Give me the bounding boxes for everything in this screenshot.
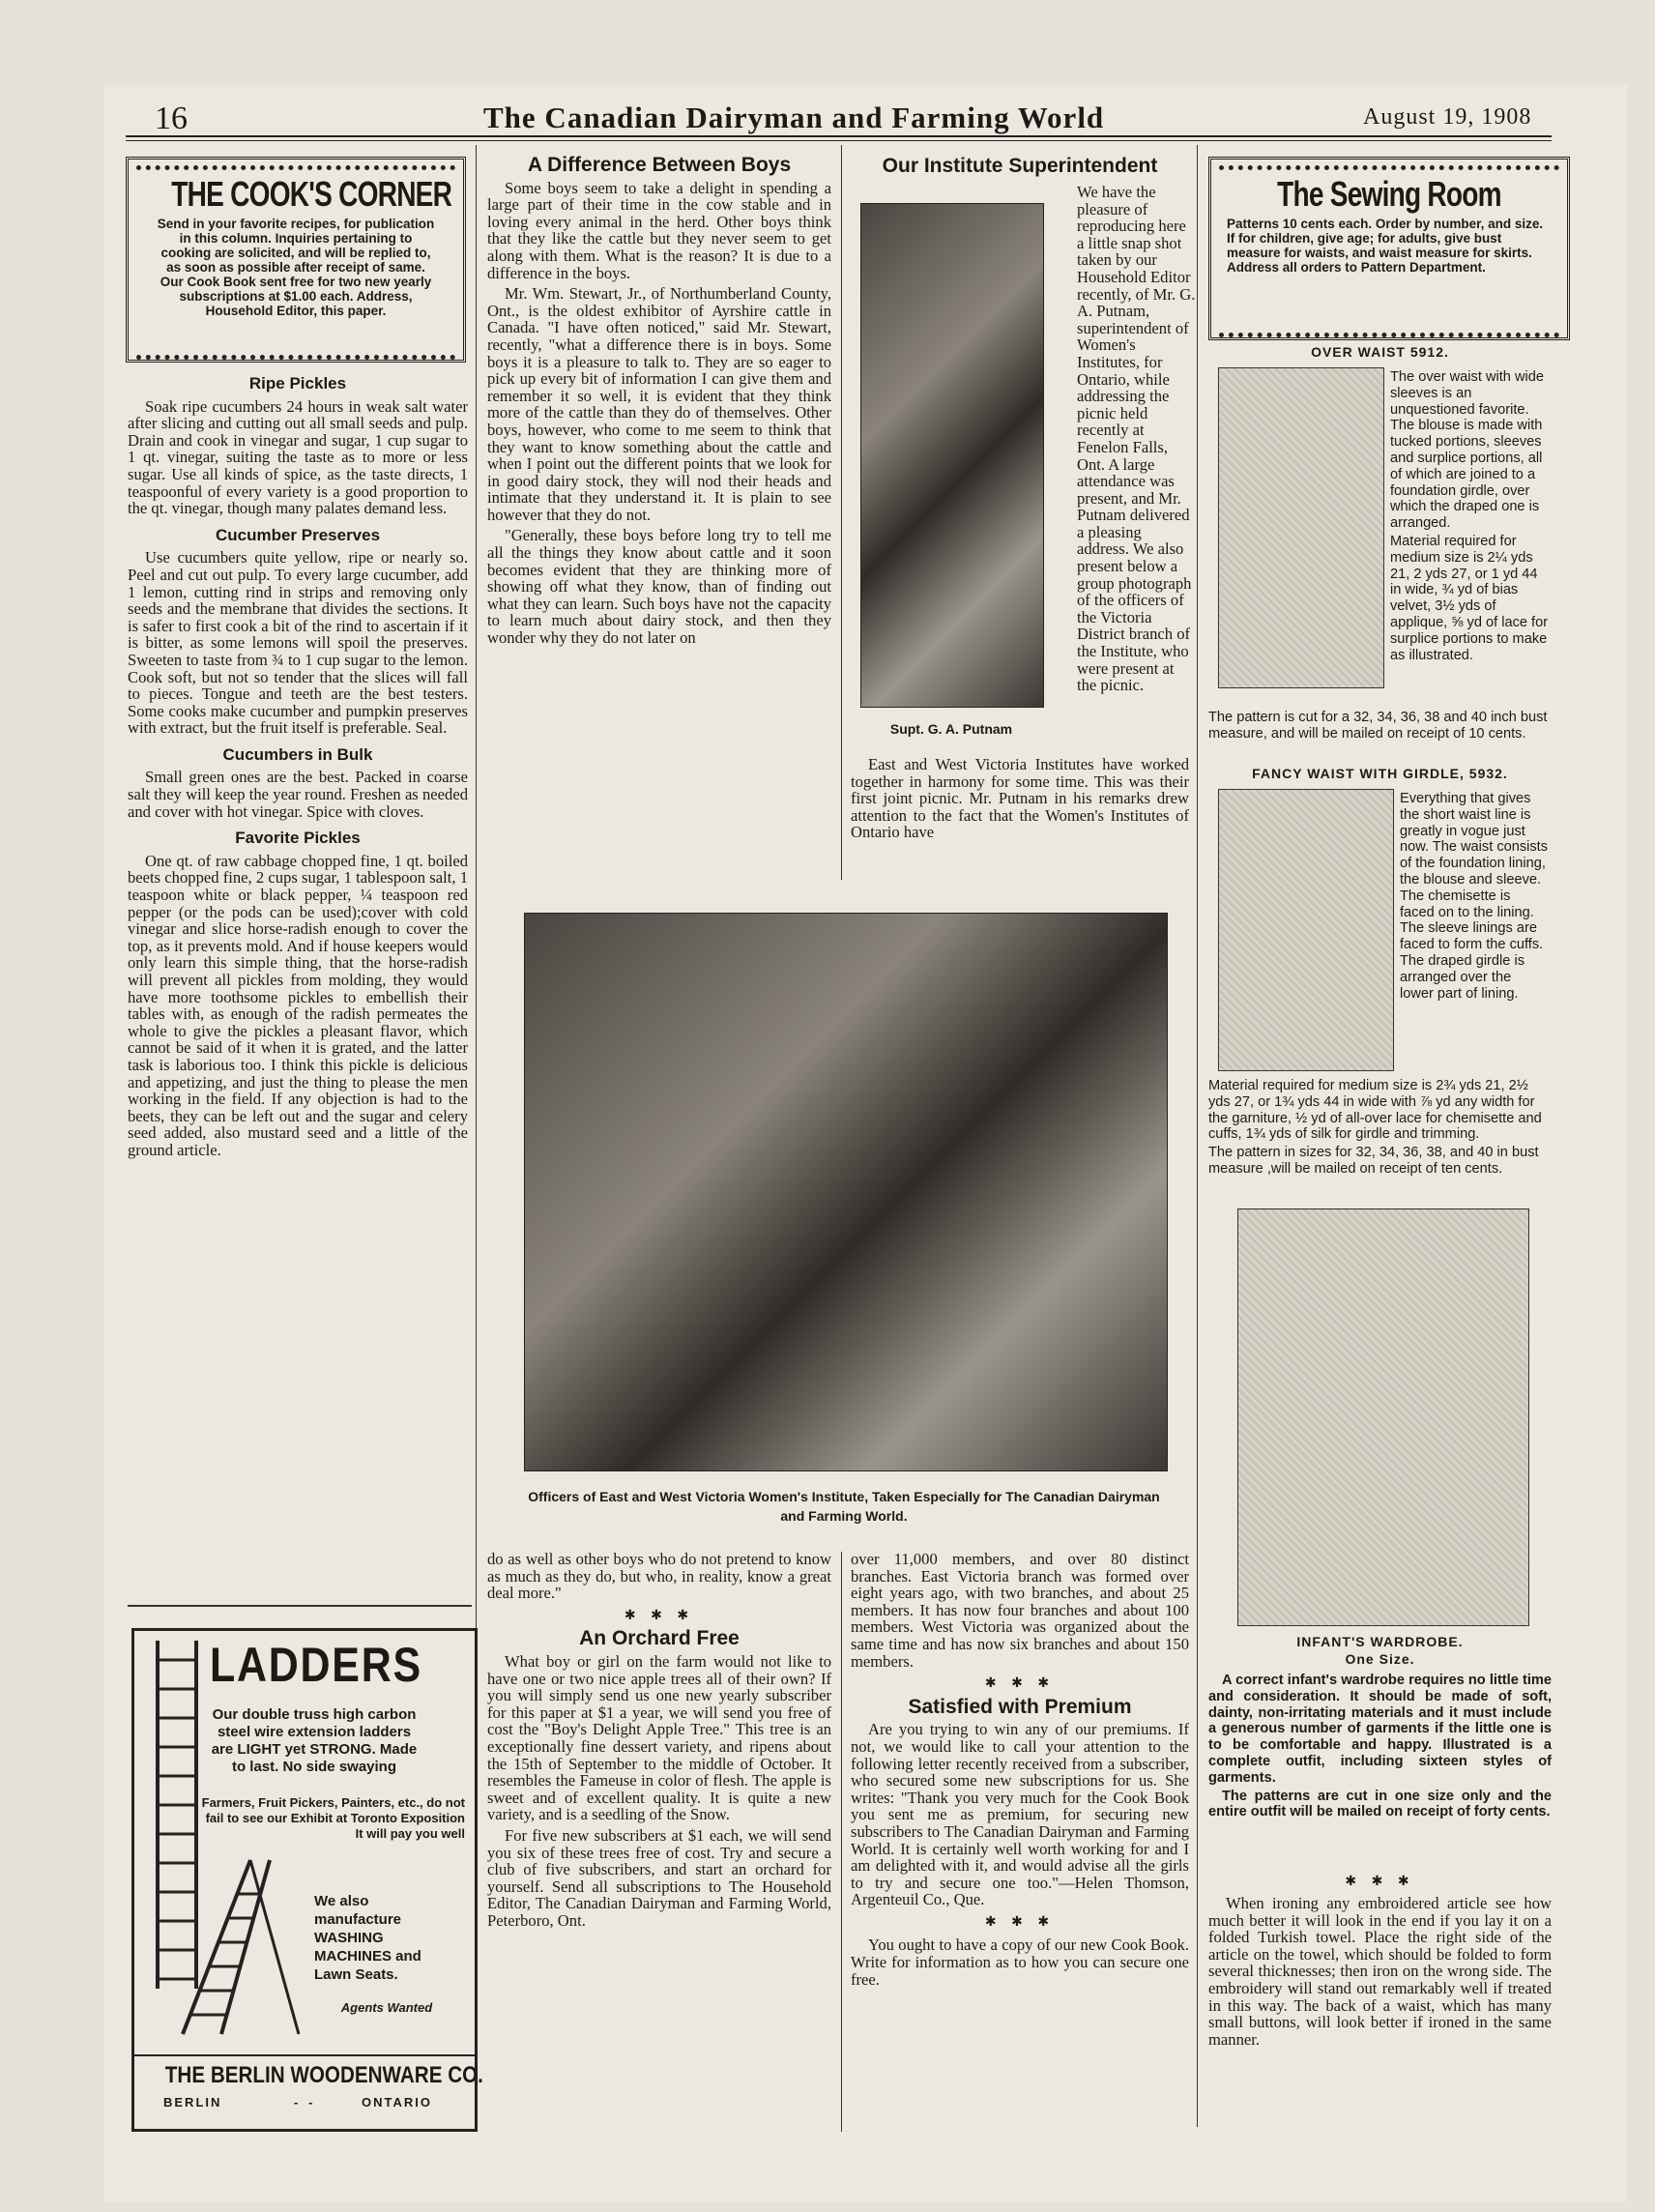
- over-waist-materials: Material required for medium size is 2¼ yds 21, 2 yds 27, or 1 yd 44 in wide, ¾ yd of bias velvet, 3½ yds of applique, ⅝ yd of lace for surplice portions to make as illustrated.: [1390, 533, 1549, 663]
- section-divider: [128, 1605, 472, 1607]
- column-rule-2: [841, 145, 842, 880]
- fancy-waist-illustration: [1218, 789, 1394, 1071]
- group-photo-caption: Officers of East and West Victoria Women's Institute, Taken Especially for The Canadian Dairyman and Farming World.: [528, 1489, 1160, 1524]
- ladders-also: We also manufacture WASHING MACHINES and Lawn Seats.: [314, 1893, 421, 1983]
- ladders-company: THE BERLIN WOODENWARE CO.: [164, 2062, 483, 2088]
- article-paragraph: For five new subscribers at $1 each, we will send you six of these trees free of cost. Try and secure a club of five subscribers, and start an orchard for yourself. Send all subscriptions to The Household Editor, The Canadian Dairyman and Farming World, Peterboro, Ont.: [487, 1825, 831, 1930]
- cooks-corner-column: [128, 365, 468, 1163]
- ladders-agents: Agents Wanted: [340, 2000, 433, 2015]
- putnam-caption: Supt. G. A. Putnam: [889, 721, 1013, 737]
- putnam-photo: [860, 203, 1044, 708]
- fancy-waist-description: Everything that gives the short waist line is greatly in vogue just now. The waist consists of the foundation lining, the blouse and sleeve. The chemisette is faced on to the lining. The sleeve linings are faced to form the cuffs. The draped girdle is arranged over the lower part of lining.: [1400, 791, 1549, 1002]
- infant-wardrobe-illustration: [1237, 1208, 1529, 1626]
- over-waist-description: The over waist with wide sleeves is an unquestioned favorite. The blouse is made with tucked portions, sleeves and surplice portions, all of which are joined to a foundation girdle, over which the draped one is arranged.: [1390, 369, 1544, 532]
- infant-description: A correct infant's wardrobe requires no little time and consideration. It should be made of soft, dainty, non-irritating materials and it must include a generous number of garments if the little one is to be comfortable and happy. Illustrated is a complete outfit, including sixteen styles of garments.: [1208, 1673, 1552, 1786]
- column-rule-3: [1197, 145, 1198, 2127]
- ladders-dash: - -: [294, 2095, 313, 2110]
- ladders-province: ONTARIO: [362, 2095, 432, 2110]
- article-paragraph: Mr. Wm. Stewart, Jr., of Northumberland County, Ont., is the oldest exhibitor of Ayrshire cattle in Canada. "I have often noticed," said Mr. Stewart, recently, "what a difference there is in boys. Some boys it is a pleasure to talk to. They are so eager to pick up every bit of information I can give them and remember it so well, it is evident that they think more of the cattle than they do of themselves. Other boys, however, who come to me seem to think that they want to know something about the cattle and when I point out the different points that we look for in good dairy stock, they will nod their heads and intimate that they understand it. It is plain to see however that they do not.: [487, 284, 831, 524]
- header-rule: [126, 135, 1552, 137]
- page-number: 16: [155, 101, 188, 136]
- fancy-waist-text: [1400, 791, 1549, 1002]
- cooks-corner-title: THE COOK'S CORNER: [171, 174, 452, 214]
- sewing-room-intro: Patterns 10 cents each. Order by number, and size. If for children, give age; for adults, give bust measure for waists, and waist measure for skirts. Address all orders to Pattern Department.: [1227, 217, 1544, 275]
- recipe-text: One qt. of raw cabbage chopped fine, 1 qt. boiled beets chopped fine, 2 cups sugar, 1 tablespoon salt, 1 teaspoon white or black pepper, ¼ teaspoon red pepper (or the pods can be used);cover with cold vinegar and slice horse-radish enough to cover the top, as it prevents mold. And if house keepers would only learn this simple thing, that the horse-radish will prevent all pickles from molding, they would have more toothsome pickles to embellish their tables with, as enough of the radish permeates the whole to give the pickles a pleasant flavor, which cannot be said of it when it is grated, and the latter task is laborious too. I think this pickle is delicious and appetizing, and just the thing to please the men working in the field. If any objection is had to the beets, they can be left out and the sugar and celery seed added, also mustard seed and a little of the ground article.: [128, 851, 468, 1159]
- section-stars: ✱ ✱ ✱: [624, 1608, 695, 1623]
- article-paragraph: East and West Victoria Institutes have worked together in harmony for some time. This was their first joint picnic. Mr. Putnam in his remarks drew attention to the fact that the Women's Institutes of Ontario have: [851, 755, 1189, 842]
- over-waist-heading: OVER WAIST 5912.: [1311, 344, 1449, 360]
- article-continued: do as well as other boys who do not pretend to know as much as they do, but who, in reality, know a great deal more.": [487, 1550, 831, 1603]
- premium-column: [851, 1551, 1189, 1992]
- issue-date: August 19, 1908: [1363, 104, 1532, 130]
- orchard-title: An Orchard Free: [579, 1627, 740, 1650]
- column-rule-2b: [841, 1552, 842, 2132]
- difference-title: A Difference Between Boys: [527, 154, 792, 176]
- cooks-corner-intro: Send in your favorite recipes, for publication in this column. Inquiries pertaining to cooking are solicited, and will be replied to, as soon as possible after receipt of same. Our Cook Book sent free for two new yearly subscriptions at $1.00 each. Address, Household Editor, this paper.: [157, 217, 435, 318]
- section-stars: ✱ ✱ ✱: [1345, 1875, 1415, 1889]
- ironing-text: When ironing any embroidered article see how much better it will look in the end if you lay it on a folded Turkish towel. Place the right side of the article on the towel, which should be folded to form several thicknesses; then iron on the wrong side. The embroidery will stand out remarkably well if treated in this way. The back of a waist, which has many small buttons, will look better if ironed in the same manner.: [1208, 1894, 1552, 2049]
- article-paragraph: Are you trying to win any of our premiums. If not, we would like to call your attention to the following letter recently received from a subscriber, who secured some new subscriptions for us. She writes: "Thank you very much for the Cook Book you sent me as premium, for securing new subscribers to The Canadian Dairyman and Farming World. It is certainly well worth working for and I am delighted with it, and would advise all the girls to try and secure one too."—Helen Thomson, Argenteuil Co., Que.: [851, 1720, 1189, 1909]
- fancy-waist-pattern: The pattern in sizes for 32, 34, 36, 38, and 40 in bust measure ,will be mailed on receipt of ten cents.: [1208, 1145, 1539, 1177]
- fancy-waist-materials-text: Material required for medium size is 2¾ yds 21, 2½ yds 27, or 1¾ yds 44 in wide with ⅞ yd any width for the garniture, ½ yd of all-over lace for chemisette and cuffs, 1¾ yds of silk for girdle and trimming.: [1208, 1078, 1542, 1143]
- article-paragraph: "Generally, these boys before long try to tell me all the things they know about cattle and it soon becomes evident that they are thinking more of showing off what they know, than of finding out what they can learn. Such boys have not the capacity to learn much about dairy stock, and then they wonder why they do not later on: [487, 526, 831, 648]
- sewing-room-title: The Sewing Room: [1277, 174, 1501, 214]
- ladders-city: BERLIN: [163, 2095, 222, 2110]
- orchard-column: [487, 1551, 831, 1933]
- article-paragraph: You ought to have a copy of our new Cook Book. Write for information as to how you can secure one free.: [851, 1936, 1189, 1989]
- infant-wardrobe-heading: INFANT'S WARDROBE.: [1296, 1634, 1464, 1649]
- premium-title: Satisfied with Premium: [908, 1695, 1132, 1718]
- section-stars: ✱ ✱ ✱: [984, 1914, 1056, 1930]
- fancy-waist-heading: FANCY WAIST WITH GIRDLE, 5932.: [1252, 766, 1508, 781]
- superintendent-text-narrow: [1077, 184, 1197, 698]
- superintendent-text-wide: [851, 756, 1189, 845]
- infant-wardrobe-size: One Size.: [1345, 1651, 1415, 1667]
- superintendent-title: Our Institute Superintendent: [882, 155, 1158, 177]
- section-stars: ✱ ✱ ✱: [984, 1676, 1056, 1692]
- cooks-corner-box: [126, 157, 466, 363]
- recipe-text: Use cucumbers quite yellow, ripe or nearly so. Peel and cut out pulp. To every large cucumber, add 1 lemon, cutting rind in strips and removing only seeds and the membrane that divides the sections. It is safer to first cook a bit of the rind to ascertain if it is bitter, as some lemons will spoil the preserves. Sweeten to taste from ¾ to 1 cup sugar to the lemon. Cook soft, but not so tender that the slices will fall to pieces. Tongue and teeth are the best testers. Some cooks make cucumber and pumpkin preserves with extract, but the fruit itself is preferable. Seal.: [128, 548, 468, 738]
- infant-wardrobe-text: [1208, 1673, 1552, 1820]
- stepladder-icon: [163, 1855, 308, 2039]
- page-header: [126, 93, 1547, 136]
- difference-article: [487, 154, 831, 651]
- over-waist-pattern: The pattern is cut for a 32, 34, 36, 38 and 40 inch bust measure, and will be mailed on receipt of 10 cents.: [1208, 710, 1548, 742]
- recipe-text: Small green ones are the best. Packed in coarse salt they will keep the year round. Freshen as needed and cover with hot vinegar. Spice with cloves.: [128, 768, 468, 821]
- group-photo: [524, 913, 1168, 1471]
- ladders-divider: [134, 2054, 475, 2056]
- ladders-title: LADDERS: [210, 1638, 422, 1692]
- article-continued: over 11,000 members, and over 80 distinct branches. East Victoria branch was formed over eight years ago, with two branches, and about 25 members. It has now four branches and about 100 members. West Victoria was organized about the same time and has now six branches and about 150 members.: [851, 1550, 1189, 1671]
- over-waist-text: [1390, 369, 1549, 663]
- article-paragraph: What boy or girl on the farm would not like to have one or two nice apple trees all of their own? If you will simply send us one new yearly subscriber for this paper at $1 a year, we will send you free of cost the "Boy's Delight Apple Tree." This tree is an exceptionally fine dessert variety, and ripens about the 15th of September to the middle of October. It resembles the Fameuse in color of flesh. The apple is sweet and of excellent quality. It is quite a new variety, and is a seedling of the Snow.: [487, 1651, 831, 1824]
- over-waist-illustration: [1218, 367, 1384, 688]
- ironing-tip: [1208, 1895, 1552, 2052]
- recipe-heading: Favorite Pickles: [235, 829, 361, 848]
- recipe-heading: Cucumbers in Bulk: [222, 744, 373, 764]
- ladders-exhibit: Farmers, Fruit Pickers, Painters, etc., do not fail to see our Exhibit at Toronto Exposition It will pay you well: [201, 1795, 465, 1841]
- header-rule-thin: [126, 140, 1552, 141]
- recipe-text: Soak ripe cucumbers 24 hours in weak salt water after slicing and cutting out all small seeds and pulp. Drain and cook in vinegar and sugar, 1 cup sugar to 1 qt. vinegar, suiting the taste as to more or less sugar. Use all kinds of spice, as the taste directs, 1 teaspoonful of every variety is a good proportion to the qt. vinegar, though many palates demand less.: [128, 396, 468, 518]
- recipe-heading: Ripe Pickles: [248, 374, 347, 393]
- infant-pattern: The patterns are cut in one size only and the entire outfit will be mailed on receipt of forty cents.: [1208, 1788, 1552, 1820]
- ladders-body: Our double truss high carbon steel wire extension ladders are LIGHT yet STRONG. Made to last. No side swaying: [211, 1706, 418, 1775]
- ladders-advertisement: [131, 1628, 483, 2132]
- fancy-waist-materials: [1208, 1078, 1552, 1178]
- sewing-room-box: [1208, 157, 1570, 340]
- article-paragraph: We have the pleasure of reproducing here a little snap shot taken by our Household Editor recently, of Mr. G. A. Putnam, superintendent of Women's Institutes, for Ontario, while addressing the picnic held recently at Fenelon Falls, Ont. A large attendance was present, and Mr. Putnam delivered a pleasing address. We also present below a group photograph of the officers of the Victoria District branch of the Institute, who were present at the picnic.: [1077, 183, 1196, 695]
- newspaper-title: The Canadian Dairyman and Farming World: [483, 101, 1105, 134]
- recipe-heading: Cucumber Preserves: [215, 525, 381, 544]
- article-paragraph: Some boys seem to take a delight in spending a large part of their time in the cow stable and in loving every animal in the herd. Other boys think that they like the cattle but they never seem to get along with them. What is the reason? It is due to a difference in the boys.: [487, 178, 831, 282]
